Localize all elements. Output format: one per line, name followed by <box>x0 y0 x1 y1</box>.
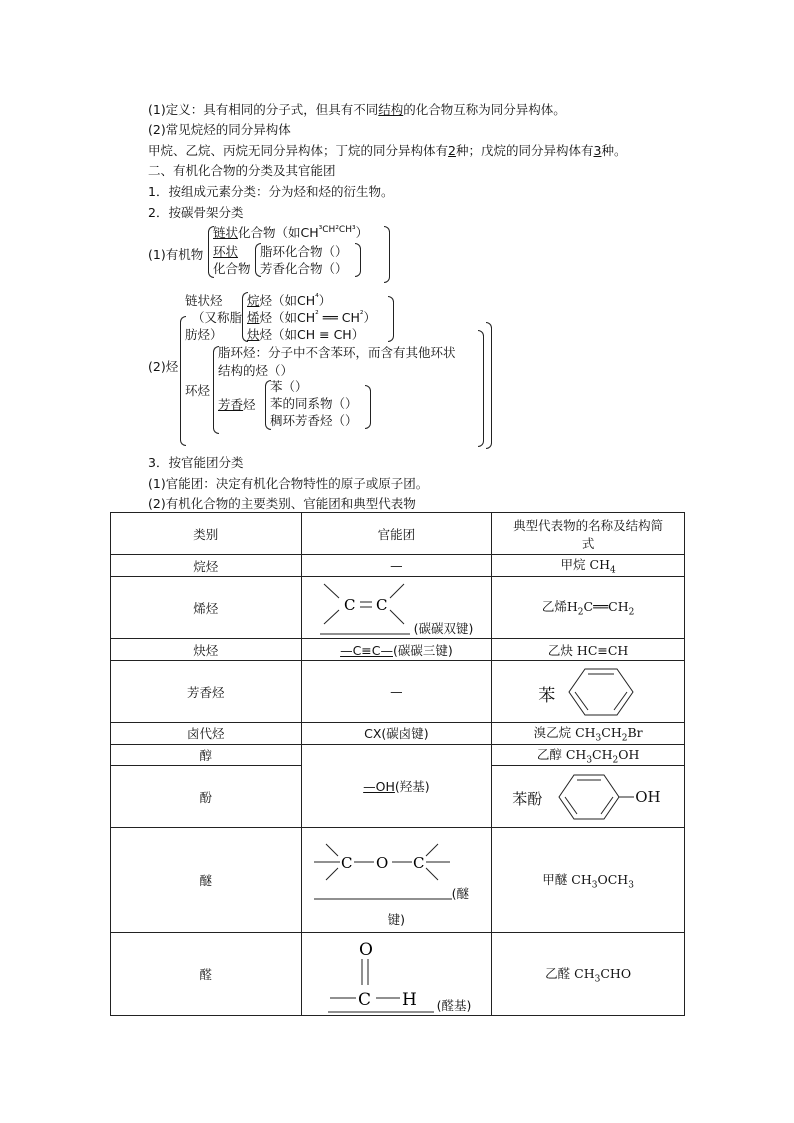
rep-aromatic <box>492 661 685 723</box>
table-row <box>111 661 685 723</box>
table-row <box>111 744 685 766</box>
rep-alkyne: 乙炔 HC≡CH <box>492 639 685 661</box>
alkane-item: 烷烃（如$CH^{^4}$） <box>247 292 332 308</box>
fused-item: 稠环芳香烃（） <box>270 413 358 428</box>
cat-alkyne: 炔烃 <box>111 639 302 661</box>
chain-hydrocarbon-label2: （又称脂 <box>192 310 243 325</box>
section-title: 二、有机化合物的分类及其官能团 <box>148 163 336 178</box>
benzene-ring-icon <box>566 666 636 718</box>
alicyclic-line2: 结构的烃（） <box>218 363 294 378</box>
fg-ether-note1: (醚 <box>451 886 469 901</box>
aromatic-brace-right <box>365 385 371 429</box>
fg-alkene-note: (碳碳双键) <box>413 621 474 636</box>
alkane-isomer-heading: (2)常见烷烃的同分异构体 <box>148 122 291 137</box>
alkene-c1: C <box>343 596 356 614</box>
homolog-item: 苯的同系物（） <box>270 396 358 411</box>
table-row <box>111 577 685 639</box>
fg-classification: 3．按官能团分类 <box>148 455 244 470</box>
table-row <box>111 723 685 745</box>
fg-alkane: — <box>301 555 492 577</box>
fg-alkene <box>301 577 492 639</box>
phenol-oh: OH <box>635 788 661 806</box>
cat-alcohol: 醇 <box>111 744 302 766</box>
fg-definition: (1)官能团：决定有机化合物特性的原子或原子团。 <box>148 476 429 491</box>
ring-hydrocarbon-label: 环烃 <box>185 383 211 398</box>
rep-aldehyde: 乙醛 $CH_3CHO$ <box>492 933 685 1016</box>
header-category: 类别 <box>111 513 302 555</box>
ether-structure <box>312 842 452 902</box>
ring-brace-right <box>478 330 484 447</box>
phenol-label: 苯酚 <box>512 790 543 808</box>
chain-hydrocarbon-label1: 链状烃 <box>185 293 223 308</box>
ether-c2: C <box>412 854 425 872</box>
aldehyde-c: C <box>357 990 371 1010</box>
table-header-row <box>111 513 685 555</box>
tree1-ring-label: 环状 <box>213 244 239 259</box>
chain-brace-right <box>388 296 394 342</box>
chain-hydrocarbon-label3: 肪烃） <box>185 327 223 342</box>
functional-group-table <box>110 512 685 1016</box>
aldehyde-structure <box>324 935 439 1015</box>
tree1-aromatic: 芳香化合物（） <box>260 261 348 276</box>
rep-alkane: 甲烷 $CH_4$ <box>492 555 685 577</box>
fg-alkyne: —C≡C—(碳碳三键) <box>301 639 492 661</box>
rep-halide: 溴乙烷 $CH_3CH_2Br$ <box>492 723 685 745</box>
phenol-ring-icon <box>558 772 644 822</box>
alkene-structure <box>314 580 414 636</box>
ether-c1: C <box>340 854 353 872</box>
fg-aldehyde <box>301 933 492 1016</box>
table-caption: (2)有机化合物的主要类别、官能团和典型代表物 <box>148 496 416 511</box>
benzene-item: 苯（） <box>270 379 308 394</box>
table-row <box>111 828 685 933</box>
header-representative: 典型代表物的名称及结构简 式 <box>492 513 685 555</box>
alkyne-item: 炔烃（如CH ≡ CH） <box>247 327 365 342</box>
aldehyde-o: O <box>358 940 373 960</box>
aromatic-label: 芳香烃 <box>218 397 256 412</box>
cat-alkene: 烯烃 <box>111 577 302 639</box>
tree1-ring-label2: 化合物 <box>213 261 251 276</box>
definition-line: (1)定义：具有相同的分子式，但具有不同结构的化合物互称为同分异构体。 <box>148 102 566 117</box>
fg-hydroxyl: —OH(羟基) <box>301 744 492 828</box>
tree1-brace-right <box>384 226 390 283</box>
tree1-alicyclic: 脂环化合物（） <box>260 244 348 259</box>
cat-alkane: 烷烃 <box>111 555 302 577</box>
rep-phenol <box>492 766 685 828</box>
fg-aromatic: — <box>301 661 492 723</box>
table-row <box>111 933 685 1016</box>
cat-aldehyde: 醛 <box>111 933 302 1016</box>
rep-alcohol: 乙醇 $CH_3CH_2OH$ <box>492 744 685 766</box>
tree1-brace-inner-right <box>355 243 361 277</box>
ether-o: O <box>375 854 388 872</box>
cat-phenol: 酚 <box>111 766 302 828</box>
table-row <box>111 555 685 577</box>
alkene-c2: C <box>375 596 388 614</box>
fg-ether-note2: 键) <box>387 912 405 927</box>
cat-ether: 醚 <box>111 828 302 933</box>
element-classification: 1．按组成元素分类：分为烃和烃的衍生物。 <box>148 184 394 199</box>
skeleton-classification: 2．按碳骨架分类 <box>148 205 244 220</box>
fg-halide: CX(碳卤键) <box>301 723 492 745</box>
cat-halide: 卤代烃 <box>111 723 302 745</box>
tree2-brace-right <box>486 322 492 449</box>
alkane-isomer-line: 甲烷、乙烷、丙烷无同分异构体；丁烷的同分异构体有2种；戊烷的同分异构体有3种。 <box>148 143 627 158</box>
tree1-chain: 链状化合物（如$CH^{^3CH^2CH^3}$） <box>213 224 369 240</box>
benzene-label: 苯 <box>538 686 556 706</box>
alicyclic-line1: 脂环烃：分子中不含苯环，而含有其他环状 <box>218 345 456 360</box>
fg-ether <box>301 828 492 933</box>
alkene-item: 烯烃（如$CH^{^2}$ ══ $CH^{^2}$） <box>247 309 377 325</box>
tree1-root: (1)有机物 <box>148 247 204 262</box>
tree2-root: (2)烃 <box>148 359 179 374</box>
table-row <box>111 639 685 661</box>
cat-aromatic: 芳香烃 <box>111 661 302 723</box>
header-functional-group: 官能团 <box>301 513 492 555</box>
aldehyde-h: H <box>401 990 417 1010</box>
fg-aldehyde-note: (醛基) <box>436 998 472 1013</box>
rep-ether: 甲醚 $CH_3OCH_3$ <box>492 828 685 933</box>
rep-alkene: 乙烯$H_2C══CH_2$ <box>492 577 685 639</box>
